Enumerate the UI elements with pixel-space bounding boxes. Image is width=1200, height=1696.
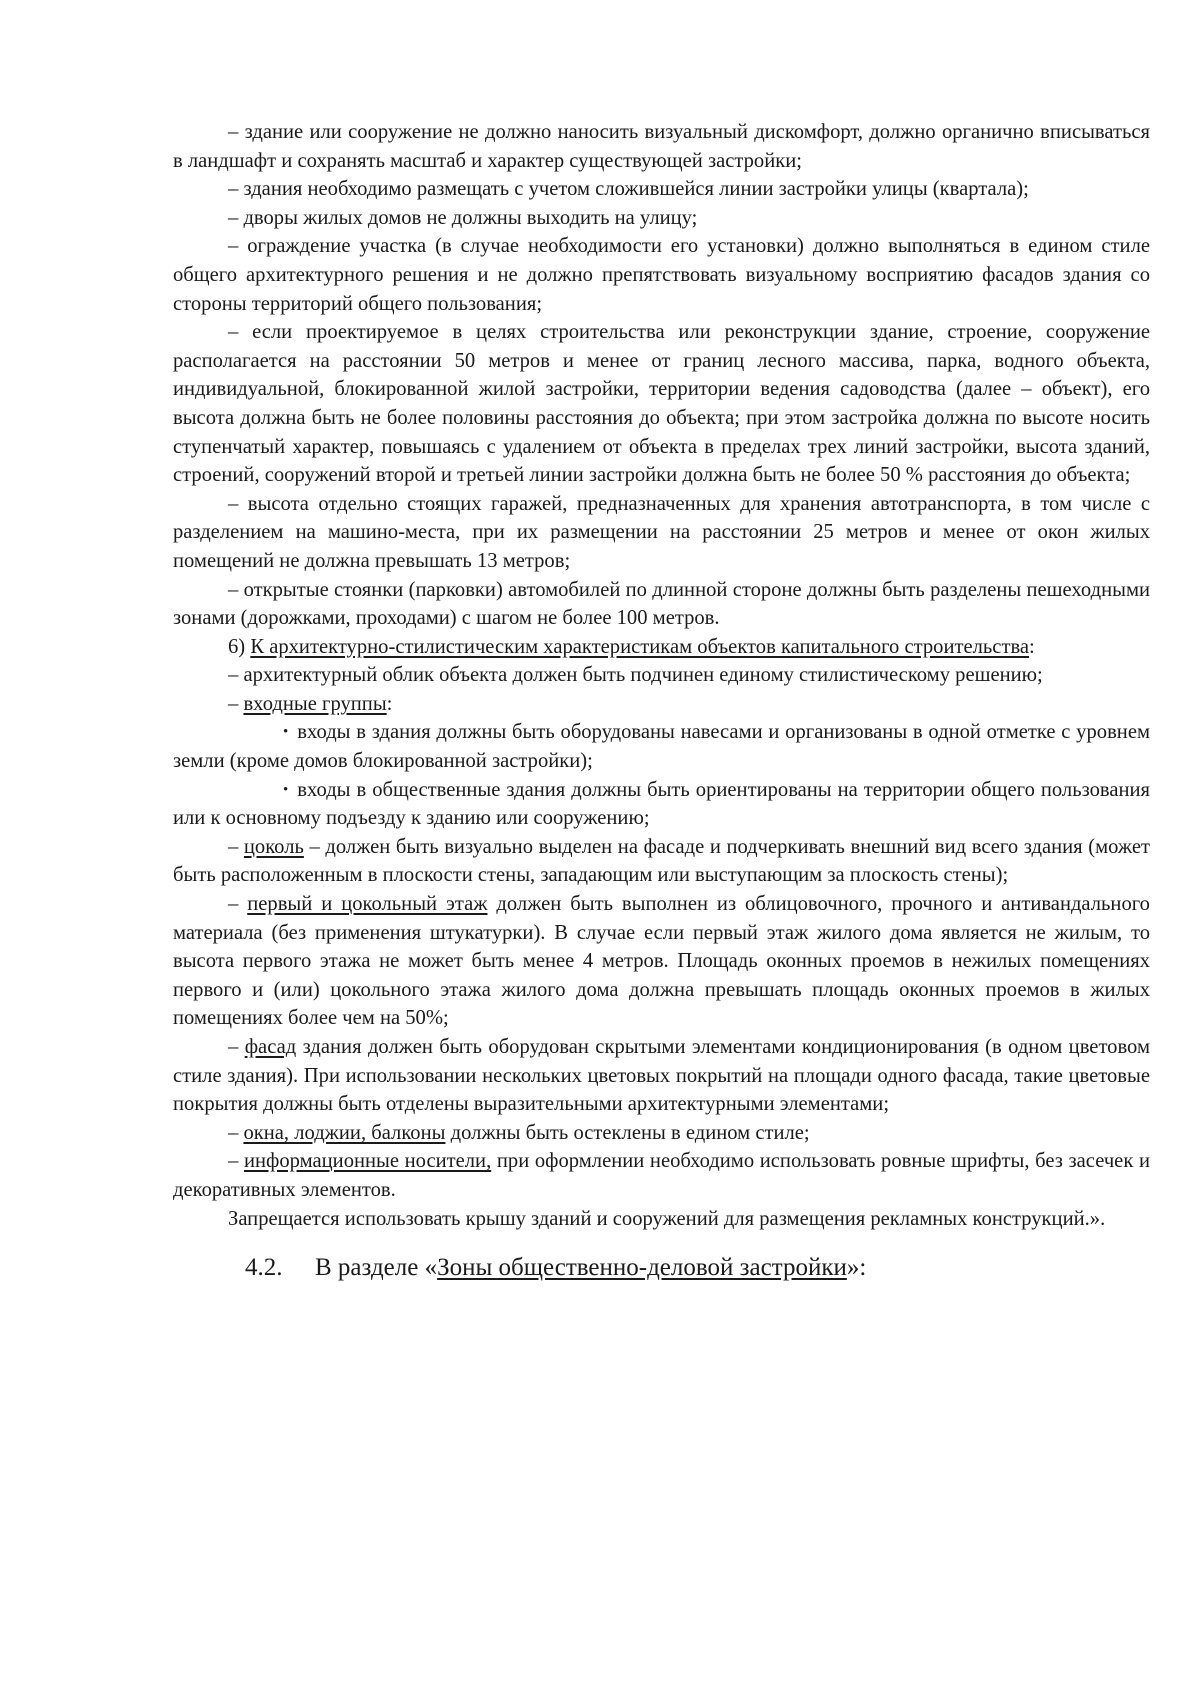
text-run: – архитектурный облик объекта должен быть подчинен единому стилистическому решению; — [228, 664, 1043, 687]
bullet-icon: • — [283, 781, 289, 798]
paragraph — [173, 1033, 1150, 1119]
paragraph — [173, 1119, 1150, 1148]
underlined-term: входные группы — [243, 692, 387, 715]
text-run: – — [228, 893, 248, 916]
text-run: – — [228, 1121, 244, 1144]
underlined-term: фасад — [244, 1036, 297, 1058]
text-run: : — [1029, 635, 1035, 658]
text-run: – должен быть визуально выделен на фасаде и подчеркивать внешний вид всего здания (может быть расположенным в плоскости стены, западающим или выступающим за плоскость стены); — [173, 835, 1150, 887]
section-number: 4.2. — [245, 1254, 283, 1282]
text-run: при оформлении необходимо использовать ровные шрифты, без засечек и декоративных элементов. — [173, 1150, 1150, 1201]
text-run: 6) — [228, 635, 251, 658]
document-body — [173, 118, 1150, 1233]
text-run: : — [386, 692, 393, 715]
underlined-term: первый и цокольный этаж — [247, 893, 488, 916]
text-run: – здания необходимо размещать с учетом сложившейся линии застройки улицы (квартала); — [228, 178, 1029, 201]
text-run: – если проектируемое в целях строительства или реконструкции здание, строение, сооружение располагается на расстоянии 50 метров и менее от границ лесного массива, парка, водного объекта, индивидуальной, блокированной жилой застройки, территории ведения садоводства (далее – объект), его высота должна быть не более половины расстояния до объекта; при этом застройка должна по высоте носить ступенчатый характер, повышаясь с удалением от объекта в пределах трех линий застройки, высота зданий, строений, сооружений второй и третьей линии застройки должна быть не более 50 % расстояния до объекта; — [173, 321, 1150, 487]
text-run: – — [228, 1036, 245, 1058]
paragraph — [173, 1147, 1150, 1204]
text-run: – — [228, 1150, 244, 1173]
paragraph — [173, 633, 1150, 662]
underlined-term: К архитектурно-стилистическим характеристикам объектов капитального строительства — [250, 635, 1030, 658]
paragraph — [173, 318, 1150, 490]
paragraph — [173, 232, 1150, 318]
underlined-term: окна, лоджии, балконы — [243, 1121, 446, 1144]
text-run: – ограждение участка (в случае необходимости его установки) должно выполняться в едином стиле общего архитектурного решения и не должно препятствовать визуальному восприятию фасадов здания со стороны территорий общего пользования; — [173, 235, 1150, 315]
paragraph — [173, 204, 1150, 233]
text-run: должны быть остеклены в едином стиле; — [445, 1121, 810, 1144]
paragraph — [173, 661, 1150, 690]
text-run: входы в общественные здания должны быть ориентированы на территории общего пользования или к основному подъезду к зданию или сооружению; — [173, 778, 1150, 830]
underlined-term: цоколь — [243, 835, 304, 858]
section-prefix: В разделе « — [315, 1254, 438, 1282]
text-run: – — [228, 835, 244, 858]
bullet-item — [173, 776, 1150, 833]
text-run: здания должен быть оборудован скрытыми элементами кондиционирования (в одном цветовом стиле здания). При использовании нескольких цветовых покрытий на площади одного фасада, такие цветовые покрытия должны быть отделены выразительными архитектурными элементами; — [173, 1036, 1150, 1116]
bullet-item — [173, 718, 1150, 775]
paragraph — [173, 890, 1150, 1033]
text-run: – высота отдельно стоящих гаражей, предназначенных для хранения автотранспорта, в том числе с разделением на машино-места, при их размещении на расстоянии 25 метров и менее от окон жилых помещений не должна превышать 13 метров; — [173, 492, 1150, 572]
section-heading — [245, 1251, 1150, 1285]
paragraph — [173, 690, 1150, 719]
text-run: – — [228, 692, 244, 715]
text-run: – открытые стоянки (парковки) автомобилей по длинной стороне должны быть разделены пешеходными зонами (дорожками, проходами) с шагом не более 100 метров. — [173, 578, 1150, 630]
paragraph — [173, 833, 1150, 890]
paragraph — [173, 490, 1150, 576]
paragraph — [173, 118, 1150, 175]
paragraph — [173, 1205, 1150, 1234]
text-run: Запрещается использовать крышу зданий и сооружений для размещения рекламных конструкций.». — [228, 1207, 1106, 1230]
text-run: – дворы жилых домов не должны выходить на улицу; — [228, 206, 698, 229]
section-title: Зоны общественно-деловой застройки — [437, 1254, 847, 1282]
paragraph — [173, 576, 1150, 633]
bullet-icon: • — [283, 724, 289, 741]
document-page — [173, 118, 1150, 1285]
text-run: должен быть выполнен из облицовочного, прочного и антивандального материала (без применения штукатурки). В случае если первый этаж жилого дома является не жилым, то высота первого этажа не может быть менее 4 метров. Площадь оконных проемов в нежилых помещениях первого и (или) цокольного этажа жилого дома должна превышать площадь оконных проемов в жилых помещениях более чем на 50%; — [173, 893, 1150, 1030]
section-suffix: »: — [846, 1254, 867, 1282]
text-run: входы в здания должны быть оборудованы навесами и организованы в одной отметке с уровнем земли (кроме домов блокированной застройки); — [173, 721, 1150, 773]
underlined-term: информационные носители, — [243, 1150, 492, 1173]
text-run: – здание или сооружение не должно наносить визуальный дискомфорт, должно органично вписываться в ландшафт и сохранять масштаб и характер существующей застройки; — [173, 121, 1150, 172]
paragraph — [173, 175, 1150, 204]
